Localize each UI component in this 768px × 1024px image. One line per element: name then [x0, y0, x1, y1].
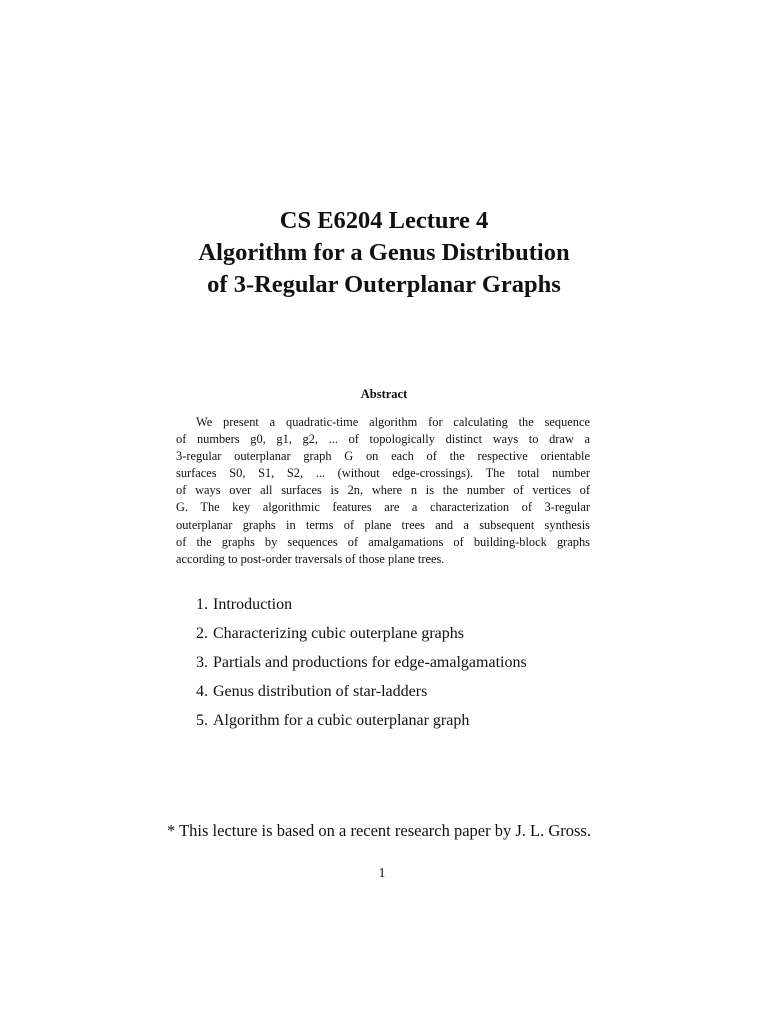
outline-label: Introduction	[213, 596, 293, 613]
outline-number: 5.	[196, 712, 208, 729]
outline-number: 2.	[196, 625, 208, 642]
outline-item	[180, 677, 527, 706]
outline-label: Algorithm for a cubic outerplanar graph	[213, 712, 470, 729]
abstract-line: We present a quadratic-time algorithm for calculating the sequence	[196, 415, 590, 429]
title-line: of 3-Regular Outerplanar Graphs	[207, 271, 561, 298]
abstract-line: of the graphs by sequences of amalgamations of building-block graphs	[176, 534, 590, 549]
title-line: Algorithm for a Genus Distribution	[198, 239, 570, 266]
page-title	[0, 205, 768, 301]
title-line: CS E6204 Lecture 4	[279, 207, 489, 234]
outline-item	[180, 706, 527, 735]
outline-item	[180, 648, 527, 677]
abstract-body	[176, 414, 590, 568]
outline-label: Characterizing cubic outerplane graphs	[213, 625, 464, 642]
outline-number: 1.	[196, 596, 208, 613]
abstract-line: according to post-order traversals of those plane trees.	[176, 551, 445, 566]
abstract-line: of ways over all surfaces is 2n, where n is the number of vertices of	[176, 483, 590, 498]
outline-number: 3.	[196, 654, 208, 671]
outline-item	[180, 619, 527, 648]
abstract-heading: Abstract	[360, 387, 408, 401]
abstract-line: outerplanar graphs in terms of plane trees and a subsequent synthesis	[176, 517, 590, 532]
outline-label: Genus distribution of star-ladders	[213, 683, 428, 700]
outline-item	[180, 590, 527, 619]
page-number: 1	[378, 866, 386, 881]
outline-number: 4.	[196, 683, 208, 700]
abstract-line: surfaces S0, S1, S2, ... (without edge-crossings). The total number	[176, 466, 590, 481]
abstract-line: 3-regular outerplanar graph G on each of the respective orientable	[176, 449, 590, 464]
abstract-line: of numbers g0, g1, g2, ... of topologically distinct ways to draw a	[176, 432, 590, 447]
outline-label: Partials and productions for edge-amalgamations	[213, 654, 527, 671]
footnote: * This lecture is based on a recent research paper by J. L. Gross.	[167, 821, 591, 840]
abstract-line: G. The key algorithmic features are a characterization of 3-regular	[176, 500, 590, 515]
lecture-outline	[180, 590, 527, 735]
